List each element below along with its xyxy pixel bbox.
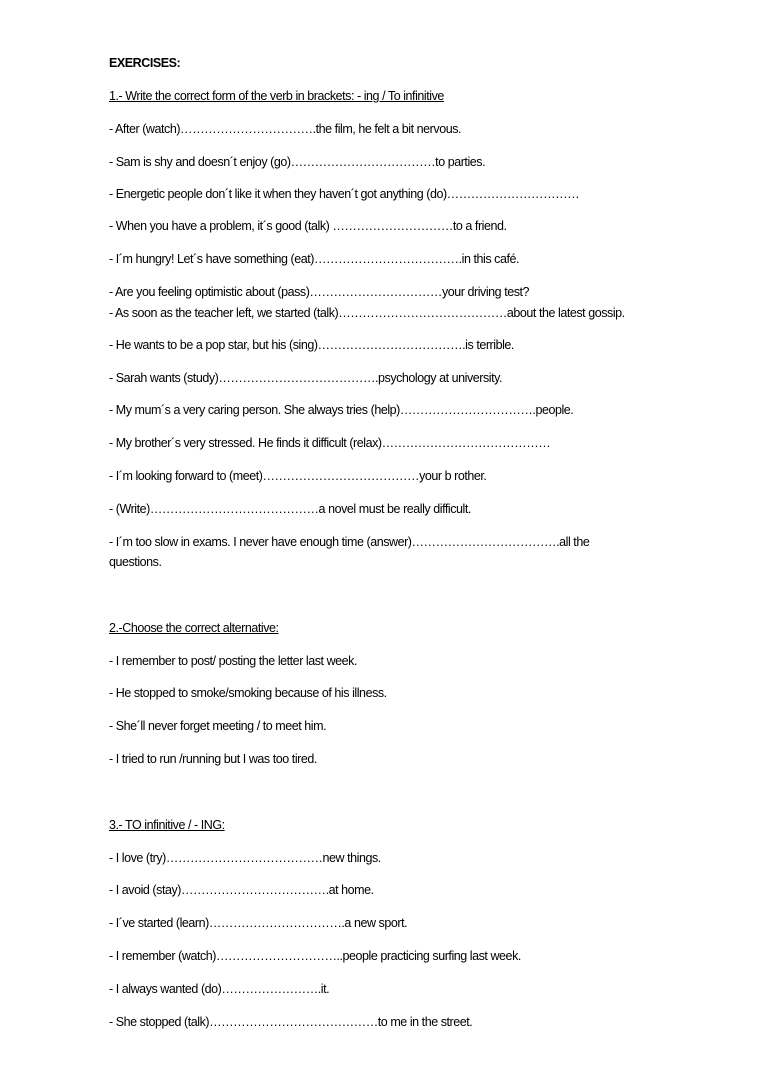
exercise-1-item-7: - As soon as the teacher left, we started (talk)……………………………………about the latest gossip. bbox=[109, 306, 625, 320]
exercise-1-item-8: - He wants to be a pop star, but his (sing)……………………………….is terrible. bbox=[109, 338, 514, 352]
exercise-1-item-12: - I´m looking forward to (meet)…………………………………your b rother. bbox=[109, 469, 487, 483]
exercise-2-item-4: - I tried to run /running but I was too tired. bbox=[109, 752, 317, 766]
exercise-2-item-3: - She´ll never forget meeting / to meet him. bbox=[109, 719, 327, 733]
worksheet-title: EXERCISES: bbox=[109, 56, 181, 70]
exercise-1-item-6: - Are you feeling optimistic about (pass)……………………………your driving test? bbox=[109, 285, 530, 299]
exercise-1-item-11: - My brother´s very stressed. He finds it difficult (relax)…………………………………… bbox=[109, 436, 551, 450]
exercise-3-item-4: - I remember (watch)…………………………..people practicing surfing last week. bbox=[109, 949, 521, 963]
exercise-3-item-5: - I always wanted (do)…………………….it. bbox=[109, 982, 330, 996]
exercise-1-item-10: - My mum´s a very caring person. She always tries (help)…………………………….people. bbox=[109, 403, 574, 417]
exercise-1-item-14-continued: questions. bbox=[109, 555, 162, 569]
exercise-3-item-3: - I´ve started (learn)…………………………….a new sport. bbox=[109, 916, 408, 930]
exercise-1-item-13: - (Write)……………………………………a novel must be really difficult. bbox=[109, 502, 471, 516]
exercise-1-item-9: - Sarah wants (study)………………………………….psychology at university. bbox=[109, 371, 503, 385]
section-2-heading: 2.-Choose the correct alternative: bbox=[109, 621, 279, 635]
exercise-1-item-1: - After (watch)…………………………….the film, he felt a bit nervous. bbox=[109, 122, 462, 136]
exercise-3-item-2: - I avoid (stay)……………………………….at home. bbox=[109, 883, 374, 897]
exercise-2-item-1: - I remember to post/ posting the letter last week. bbox=[109, 654, 358, 668]
exercise-2-item-2: - He stopped to smoke/smoking because of his illness. bbox=[109, 686, 387, 700]
section-1-heading: 1.- Write the correct form of the verb in brackets: - ing / To infinitive bbox=[109, 89, 444, 103]
section-3-heading: 3.- TO infinitive / - ING: bbox=[109, 818, 225, 832]
exercise-1-item-2: - Sam is shy and doesn´t enjoy (go)………………………………to parties. bbox=[109, 155, 486, 169]
exercise-1-item-4: - When you have a problem, it´s good (talk) …………………………to a friend. bbox=[109, 219, 507, 233]
exercise-1-item-5: - I´m hungry! Let´s have something (eat)……………………………….in this café. bbox=[109, 252, 520, 266]
exercise-1-item-3: - Energetic people don´t like it when they haven´t got anything (do)…………………………… bbox=[109, 187, 580, 201]
exercise-3-item-1: - I love (try)…………………………………new things. bbox=[109, 851, 381, 865]
exercise-1-item-14: - I´m too slow in exams. I never have enough time (answer)……………………………….all the bbox=[109, 535, 590, 549]
exercise-3-item-6: - She stopped (talk)……………………………………to me in the street. bbox=[109, 1015, 473, 1029]
